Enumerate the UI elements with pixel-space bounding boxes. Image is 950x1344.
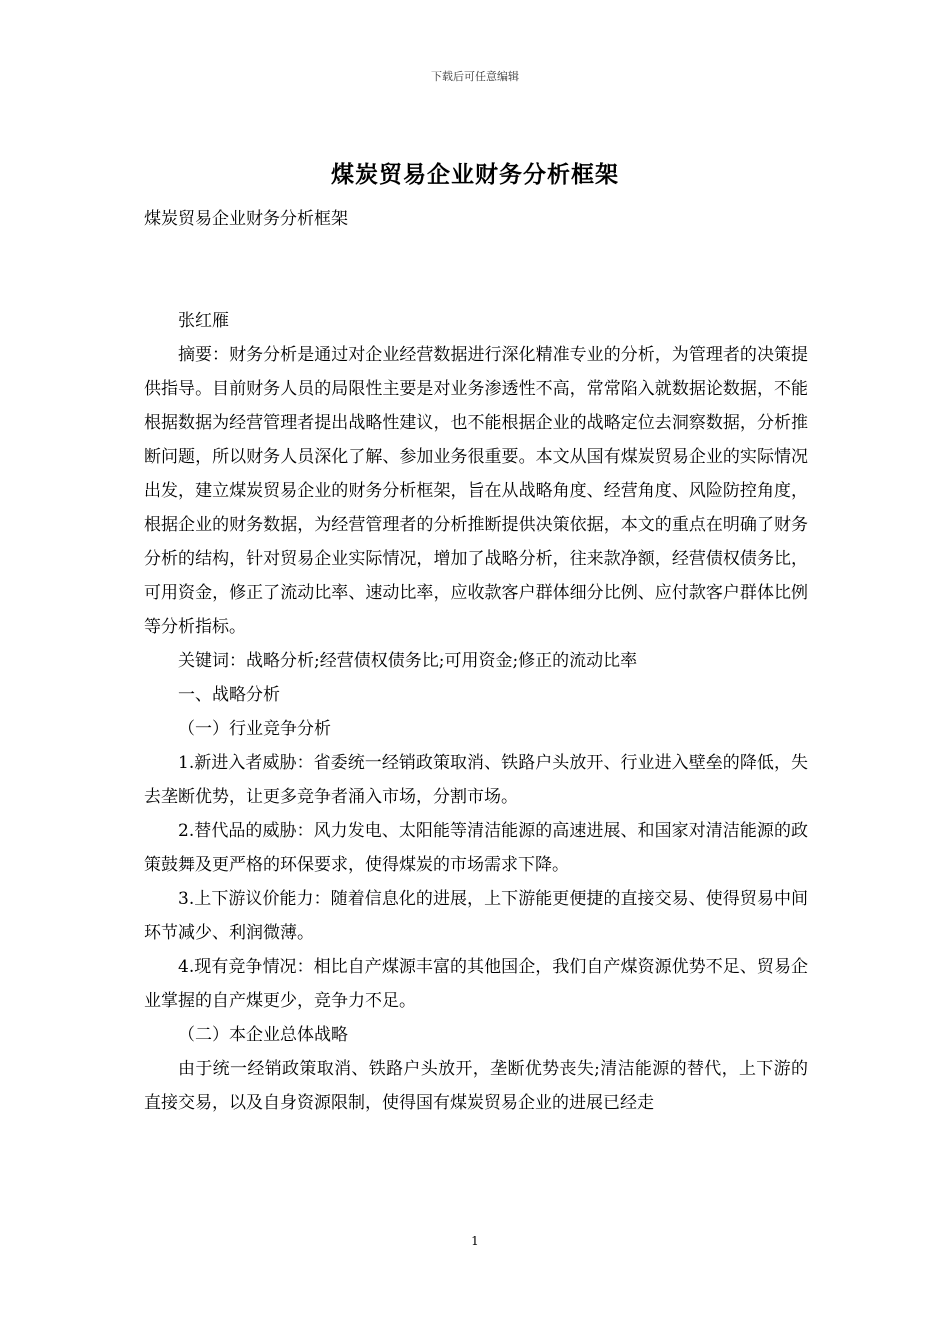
- document-title: 煤炭贸易企业财务分析框架: [331, 162, 619, 188]
- document-body: [144, 202, 808, 1120]
- list-item: 4.现有竞争情况：相比自产煤源丰富的其他国企，我们自产煤资源优势不足、贸易企业掌握的自产煤更少，竞争力不足。: [144, 957, 808, 1011]
- strategy-paragraph: 由于统一经销政策取消、铁路户头放开，垄断优势丧失;清洁能源的替代，上下游的直接交易，以及自身资源限制，使得国有煤炭贸易企业的进展已经走: [144, 1059, 808, 1113]
- list-item: 1.新进入者威胁：省委统一经销政策取消、铁路户头放开、行业进入壁垒的降低，失去垄断优势，让更多竞争者涌入市场，分割市场。: [144, 753, 808, 807]
- subsection-heading-overall: （二）本企业总体战略: [178, 1025, 348, 1045]
- keywords-line: 关键词：战略分析;经营债权债务比;可用资金;修正的流动比率: [178, 651, 638, 671]
- subsection-heading-industry: （一）行业竞争分析: [178, 719, 331, 739]
- list-item: 3.上下游议价能力：随着信息化的进展，上下游能更便捷的直接交易、使得贸易中间环节减少、利润微薄。: [144, 889, 808, 943]
- list-item: 2.替代品的威胁：风力发电、太阳能等清洁能源的高速进展、和国家对清洁能源的政策鼓舞及更严格的环保要求，使得煤炭的市场需求下降。: [144, 821, 808, 875]
- author-name: 张红雁: [178, 311, 229, 331]
- section-heading-strategy: 一、战略分析: [178, 685, 280, 705]
- abstract-paragraph: 摘要：财务分析是通过对企业经营数据进行深化精准专业的分析，为管理者的决策提供指导。目前财务人员的局限性主要是对业务渗透性不高，常常陷入就数据论数据，不能根据数据为经营管理者提出战略性建议，也不能根据企业的战略定位去洞察数据，分析推断问题，所以财务人员深化了解、参加业务很重要。本文从国有煤炭贸易企业的实际情况出发，建立煤炭贸易企业的财务分析框架，旨在从战略角度、经营角度、风险防控角度，根据企业的财务数据，为经营管理者的分析推断提供决策依据，本文的重点在明确了财务分析的结构，针对贸易企业实际情况，增加了战略分析，往来款净额，经营债权债务比，可用资金，修正了流动比率、速动比率，应收款客户群体细分比例、应付款客户群体比例等分析指标。: [144, 345, 808, 637]
- header-note: 下载后可任意编辑: [431, 70, 519, 83]
- document-subtitle: 煤炭贸易企业财务分析框架: [144, 209, 348, 229]
- page-number: 1: [471, 1234, 479, 1248]
